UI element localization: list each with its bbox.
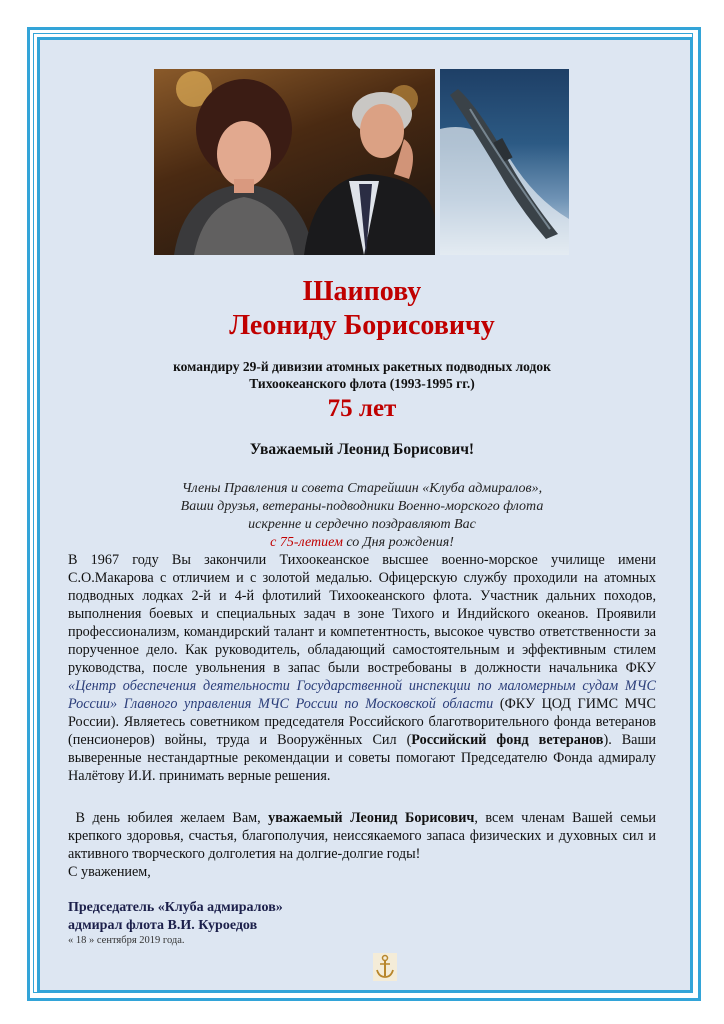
intro-line-4-rest: со Дня рождения! (342, 535, 454, 550)
intro-line-2: Ваши друзья, ветераны-подводники Военно-морского флота (180, 499, 544, 514)
recipient-name (40, 275, 684, 343)
recipient-given-names: Леониду Борисовичу (229, 310, 495, 341)
biography-part-2: (ФКУ ЦОД ГИМС МЧС России). Являетесь советником председателя Российского благотворительного фонда ветеранов (пенсионеров) войны, труда и Вооружённых Сил ( (68, 696, 656, 748)
intro-line-3: искренне и сердечно поздравляют Вас (248, 517, 476, 532)
wishes-addressee: уважаемый Леонид Борисович (268, 810, 475, 826)
signature-name: адмирал флота В.И. Куроедов (68, 918, 258, 933)
signature-block (68, 899, 283, 935)
couple-photo (154, 69, 435, 255)
biography-paragraph (68, 551, 656, 785)
couple-photo-drawing (154, 69, 435, 255)
anchor-emblem-icon (373, 953, 397, 981)
recipient-surname: Шаипову (302, 276, 422, 307)
biography-part-3: ). Ваши выверенные нестандартные рекомендации и советы помогают Председателю Фонда адмиралу Налётову И.И. принимать верные решения. (68, 732, 656, 784)
wishes-part-1: В день юбилея желаем Вам, (75, 810, 269, 826)
greeting-heading: Уважаемый Леонид Борисович! (249, 441, 475, 458)
organization-name: «Центр обеспечения деятельности Государственной инспекции по маломерным судам МЧС России» Главного управления МЧС России по Московской области (68, 678, 656, 712)
biography-part-1: В 1967 году Вы закончили Тихоокеанское высшее военно-морское училище имени С.О.Макарова с отличием и с золотой медалью. Офицерскую службу проходили на атомных подводных лодках 2-й и 4-й флотилий Тихоокеанского флота. Участник дальних походов, выполнения боевых и специальных задач в зоне Тихого и Индийского океанов. Проявили профессионализм, командирский талант и компетентность, высокое чувство ответственности за порученное дело. Как руководитель, обладающий самостоятельным и эффективным стилем руководства, после увольнения в запас были востребованы в должности начальника ФКУ (68, 552, 656, 676)
recipient-position (40, 358, 684, 392)
fund-name: Российский фонд ветеранов (411, 732, 604, 748)
position-line-2: Тихоокеанского флота (1993-1995 гг.) (249, 376, 475, 391)
closing-phrase: С уважением, (68, 864, 151, 880)
letter-date: « 18 » сентября 2019 года. (68, 935, 185, 946)
anchor-emblem-drawing (373, 953, 397, 981)
intro-block (40, 480, 684, 552)
position-line-1: командиру 29-й дивизии атомных ракетных подводных лодок (173, 359, 551, 374)
submarine-photo-drawing (440, 69, 569, 255)
signature-title: Председатель «Клуба адмиралов» (68, 900, 283, 915)
intro-anniversary-highlight: с 75-летием (270, 535, 343, 550)
intro-line-1: Члены Правления и совета Старейшин «Клуба адмиралов», (181, 481, 543, 496)
wishes-part-2: , всем членам Вашей семьи крепкого здоровья, счастья, благополучия, неиссякаемого запаса физических и духовных сил и активного творческого долголетия на долгие-долгие годы! (68, 810, 657, 862)
intro-line-4 (40, 534, 684, 552)
wishes-paragraph (68, 809, 656, 863)
submarine-photo (440, 69, 569, 255)
anniversary-age: 75 лет (327, 395, 397, 422)
